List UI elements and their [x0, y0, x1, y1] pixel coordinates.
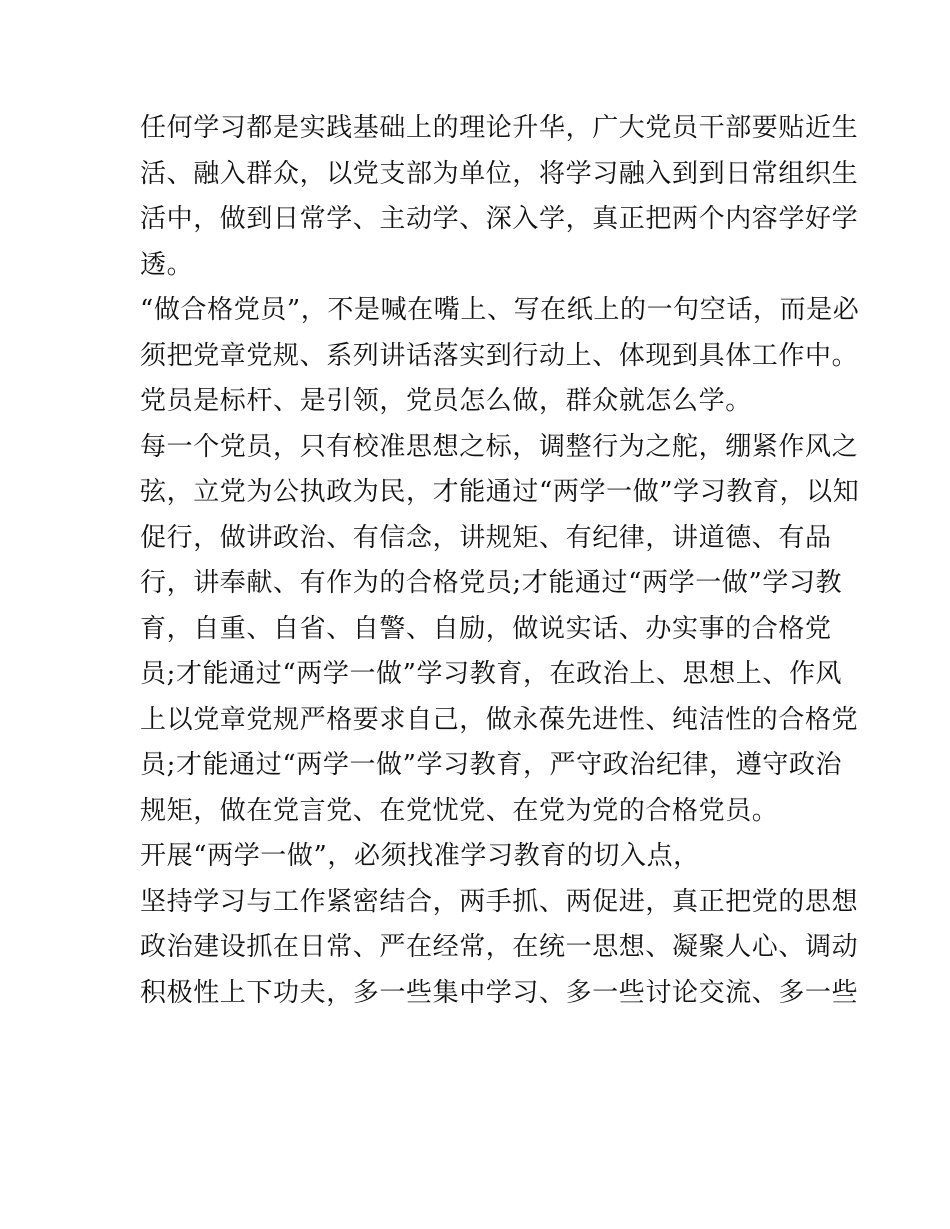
- text-line: 透。: [140, 249, 194, 280]
- text-line: 促行，做讲政治、有信念，讲规矩、有纪律，讲道德、有品: [140, 522, 832, 553]
- text-line: 任何学习都是实践基础上的理论升华，广大党员干部要贴近生: [140, 113, 859, 143]
- text-line: 活中，做到日常学、主动学、深入学，真正把两个内容学好学: [140, 204, 859, 234]
- text-line: 党员是标杆、是引领，党员怎么做，群众就怎么学。: [140, 386, 752, 416]
- text-line: 须把党章党规、系列讲话落实到行动上、体现到具体工作中。: [140, 340, 859, 371]
- text-line: 开展“两学一做”，必须找准学习教育的切入点，: [140, 841, 700, 871]
- text-line: 弦，立党为公执政为民，才能通过“两学一做”学习教育，以知: [140, 477, 860, 507]
- text-line: 员;才能通过“两学一做”学习教育，严守政治纪律，遵守政治: [140, 750, 843, 780]
- text-line: 规矩，做在党言党、在党忧党、在党为党的合格党员。: [140, 795, 779, 826]
- text-line: 上以党章党规严格要求自己，做永葆先进性、纯洁性的合格党: [140, 704, 859, 735]
- text-line: 活、融入群众，以党支部为单位，将学习融入到到日常组织生: [140, 158, 859, 189]
- text-line: 政治建设抓在日常、严在经常，在统一思想、凝聚人心、调动: [140, 932, 859, 962]
- text-line: “做合格党员”，不是喊在嘴上、写在纸上的一句空话，而是必: [140, 295, 860, 325]
- text-line: 坚持学习与工作紧密结合，两手抓、两促进，真正把党的思想: [140, 886, 859, 917]
- text-line: 积极性上下功夫，多一些集中学习、多一些讨论交流、多一些: [140, 977, 859, 1008]
- text-line: 每一个党员，只有校准思想之标，调整行为之舵，绷紧作风之: [140, 431, 859, 462]
- document-body-text: [140, 106, 860, 1016]
- text-line: 育，自重、自省、自警、自励，做说实话、办实事的合格党: [140, 613, 832, 644]
- text-line: 员;才能通过“两学一做”学习教育，在政治上、思想上、作风: [140, 659, 843, 689]
- text-line: 行，讲奉献、有作为的合格党员;才能通过“两学一做”学习教: [140, 568, 843, 598]
